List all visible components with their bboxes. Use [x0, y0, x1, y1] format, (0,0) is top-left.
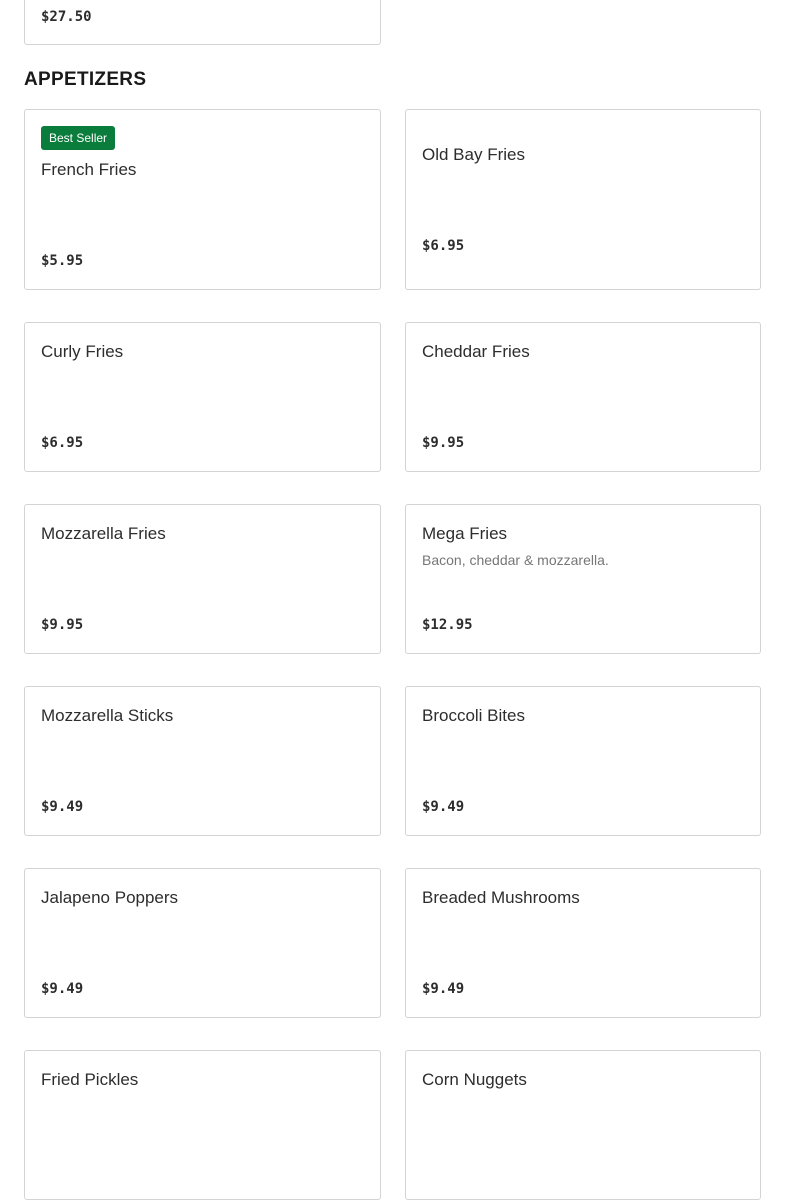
item-name: Mozzarella Fries — [41, 524, 166, 543]
item-price: $9.49 — [422, 799, 465, 815]
item-price: $9.49 — [41, 981, 84, 997]
item-name: Corn Nuggets — [422, 1070, 527, 1089]
menu-item-card[interactable] — [405, 686, 761, 836]
item-name: Mega Fries — [422, 524, 508, 543]
item-name: Cheddar Fries — [422, 342, 530, 361]
menu-item-card[interactable] — [405, 868, 761, 1018]
item-price: $5.95 — [41, 253, 84, 269]
item-price: $6.95 — [41, 435, 84, 451]
menu-item-card[interactable] — [24, 322, 381, 472]
menu-item-card[interactable] — [24, 109, 381, 290]
menu-item-card[interactable] — [24, 504, 381, 654]
item-price: $9.95 — [41, 617, 84, 633]
item-price: $9.49 — [422, 981, 465, 997]
menu-item-card[interactable] — [405, 504, 761, 654]
item-name: Broccoli Bites — [422, 706, 525, 725]
item-name: Mozzarella Sticks — [41, 706, 174, 725]
menu-item-card[interactable] — [24, 868, 381, 1018]
menu-item-card[interactable] — [405, 109, 761, 290]
item-description: Bacon, cheddar & mozzarella. — [422, 552, 609, 568]
menu-item-card-previous[interactable] — [24, 0, 381, 45]
section-title: APPETIZERS — [24, 69, 147, 90]
menu-item-card[interactable] — [405, 322, 761, 472]
item-name: Fried Pickles — [41, 1070, 139, 1089]
menu-item-card[interactable] — [405, 1050, 761, 1200]
item-name: Old Bay Fries — [422, 145, 525, 164]
menu-item-card[interactable] — [24, 686, 381, 836]
item-price: $9.49 — [41, 799, 84, 815]
item-name: Breaded Mushrooms — [422, 888, 580, 907]
item-name: Jalapeno Poppers — [41, 888, 179, 907]
item-price: $27.50 — [41, 9, 92, 25]
item-price: $9.95 — [422, 435, 465, 451]
item-name: French Fries — [41, 160, 137, 179]
menu-item-card[interactable] — [24, 1050, 381, 1200]
item-name: Curly Fries — [41, 342, 124, 361]
best-seller-badge: Best Seller — [41, 126, 115, 150]
item-price: $12.95 — [422, 617, 473, 633]
item-price: $6.95 — [422, 238, 465, 254]
